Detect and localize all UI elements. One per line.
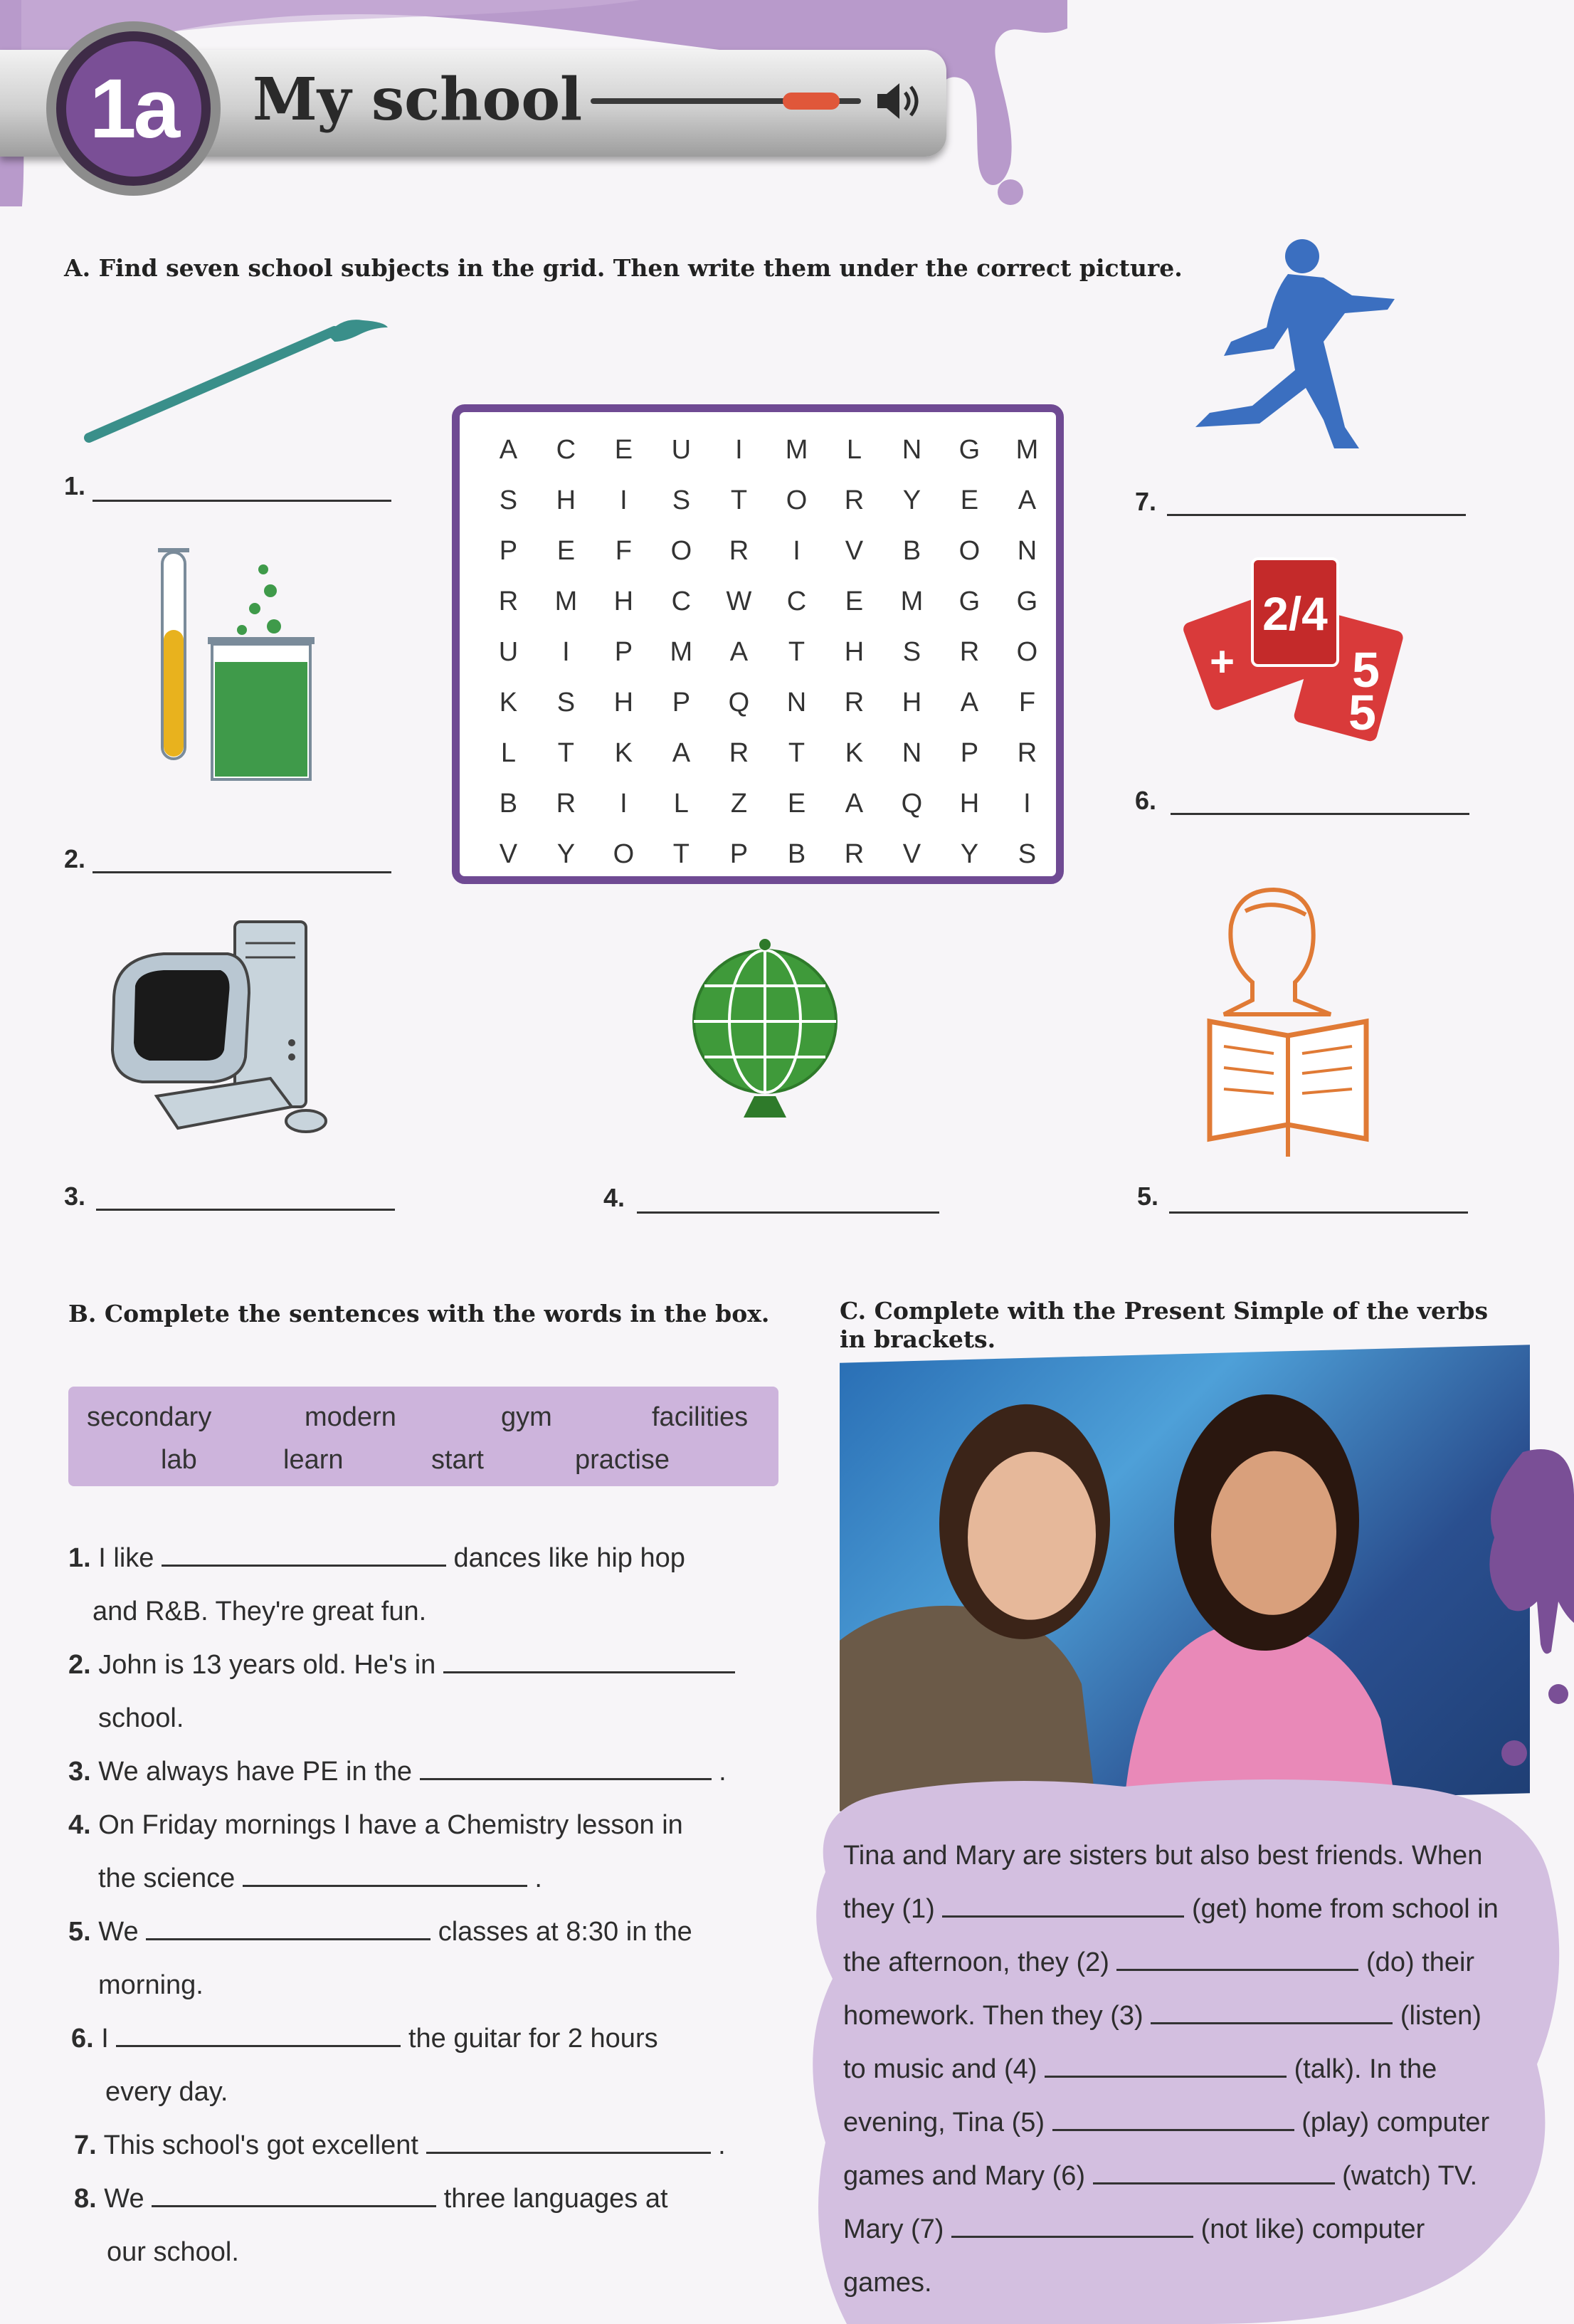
runner-icon (1181, 235, 1437, 463)
grid-row (480, 678, 1056, 728)
test-tubes-icon (142, 541, 327, 797)
grid-letter[interactable]: R (1017, 738, 1037, 768)
grid-row (480, 475, 1056, 526)
grid-letter[interactable]: I (562, 637, 570, 667)
grid-letter[interactable]: U (498, 637, 519, 667)
sentence-text: the guitar for 2 hours (408, 2024, 658, 2054)
word-start: start (431, 1445, 484, 1475)
item-2-answer-line[interactable] (93, 871, 391, 873)
grid-letter[interactable]: P (614, 637, 633, 667)
sentence-number: 4. (68, 1810, 91, 1840)
sentence-2 (68, 1639, 794, 1692)
blank-8[interactable] (152, 2184, 436, 2207)
grid-letter[interactable]: B (787, 839, 806, 869)
passage-line-6 (843, 2150, 1548, 2203)
sentence-2-cont: school. (98, 1703, 184, 1733)
sentence-number: 7. (74, 2130, 97, 2160)
grid-letter[interactable]: Q (901, 789, 923, 819)
sentences-list (68, 1532, 794, 2279)
grid-letter[interactable]: E (787, 789, 806, 819)
grid-letter[interactable]: O (1016, 637, 1038, 667)
grid-letter[interactable]: P (672, 688, 691, 717)
passage-text: (play) computer (1301, 2108, 1490, 2138)
grid-letter[interactable]: F (615, 536, 632, 566)
word-practise: practise (575, 1445, 670, 1475)
sentence-text: I (101, 2024, 109, 2054)
passage-line-3 (843, 1989, 1548, 2043)
verb-blank-4[interactable] (1045, 2054, 1287, 2078)
grid-letter[interactable]: O (786, 485, 808, 515)
grid-letter[interactable]: C (786, 587, 807, 616)
verb-blank-7[interactable] (951, 2214, 1193, 2238)
passage-line-4 (843, 2043, 1548, 2096)
sentence-4 (68, 1799, 794, 1852)
grid-letter[interactable]: P (499, 536, 518, 566)
word-facilities: facilities (652, 1402, 749, 1432)
item-1-number: 1. (64, 471, 86, 500)
grid-letter[interactable]: R (844, 839, 865, 869)
passage-text: (listen) (1400, 2001, 1481, 2031)
sentence-number: 6. (71, 2024, 94, 2054)
grid-row (480, 829, 1056, 880)
sentence-text: I like (98, 1543, 154, 1573)
grid-letter[interactable]: B (902, 536, 921, 566)
grid-letter[interactable]: T (788, 738, 806, 768)
grid-letter[interactable]: Q (728, 688, 750, 717)
sentence-number: 5. (68, 1917, 91, 1947)
sentence-text: . (719, 1757, 727, 1787)
computer-icon (107, 915, 349, 1142)
sentence-text: dances like hip hop (453, 1543, 685, 1573)
sentence-5 (68, 1905, 794, 1959)
girls-illustration (840, 1345, 1530, 1811)
grid-letter[interactable]: A (499, 435, 518, 465)
word-lab: lab (161, 1445, 197, 1475)
sentence-number: 8. (74, 2184, 97, 2214)
passage-text: evening, Tina (5) (843, 2108, 1045, 2138)
passage-text: (talk). In the (1294, 2054, 1437, 2084)
sentence-7 (68, 2119, 794, 2172)
sentence-6 (68, 2012, 794, 2066)
word-search-grid (452, 404, 1064, 884)
grid-letter[interactable]: I (620, 789, 628, 819)
sentence-text: . (718, 2130, 726, 2160)
grid-letter[interactable]: R (844, 688, 865, 717)
blank-6[interactable] (116, 2024, 401, 2047)
grid-letter[interactable]: A (729, 637, 749, 667)
passage-text: (do) their (1366, 1947, 1475, 1977)
grid-letter[interactable]: H (613, 688, 634, 717)
grid-letter[interactable]: K (614, 738, 633, 768)
passage-line-8: games. (843, 2268, 932, 2298)
verb-blank-6[interactable] (1093, 2161, 1335, 2184)
grid-table (480, 425, 1056, 880)
passage-text: (get) home from school in (1191, 1894, 1499, 1924)
word-box (68, 1387, 778, 1486)
grid-letter[interactable]: I (620, 485, 628, 515)
passage-text: homework. Then they (3) (843, 2001, 1143, 2031)
paint-dot-decoration (1501, 1740, 1527, 1766)
grid-letter[interactable]: S (499, 485, 518, 515)
sentence-3 (68, 1745, 794, 1799)
grid-letter[interactable]: O (958, 536, 981, 566)
section-c-passage (843, 1829, 1548, 2310)
word-gym: gym (501, 1402, 552, 1432)
grid-letter[interactable]: C (556, 435, 576, 465)
grid-letter[interactable]: V (902, 839, 921, 869)
audio-progress-knob[interactable] (783, 93, 840, 110)
grid-letter[interactable]: N (1017, 536, 1037, 566)
verb-blank-3[interactable] (1151, 2001, 1393, 2024)
verb-blank-2[interactable] (1116, 1947, 1358, 1971)
grid-letter[interactable]: M (670, 637, 693, 667)
grid-letter[interactable]: I (735, 435, 743, 465)
grid-letter[interactable]: N (786, 688, 807, 717)
grid-letter[interactable]: I (793, 536, 801, 566)
grid-letter[interactable]: N (902, 435, 922, 465)
grid-letter[interactable]: O (670, 536, 692, 566)
blank-1[interactable] (162, 1543, 446, 1567)
passage-text: they (1) (843, 1894, 935, 1924)
grid-letter[interactable]: N (902, 738, 922, 768)
instruction-line: C. Complete with the Present Simple of the verbs (840, 1297, 1489, 1325)
bust-and-book-icon (1181, 883, 1395, 1167)
speaker-icon[interactable] (874, 80, 924, 122)
sentence-text: On Friday mornings I have a Chemistry lesson in (98, 1810, 683, 1840)
grid-letter[interactable]: L (846, 435, 862, 465)
photo-two-girls (840, 1345, 1530, 1811)
grid-letter[interactable]: O (613, 839, 635, 869)
grid-letter[interactable]: M (1015, 435, 1039, 465)
grid-letter[interactable]: H (556, 485, 576, 515)
grid-letter[interactable]: T (557, 738, 574, 768)
grid-letter[interactable]: A (845, 789, 864, 819)
item-7-number: 7. (1135, 487, 1157, 516)
grid-letter[interactable]: H (959, 789, 980, 819)
grid-letter[interactable]: R (959, 637, 980, 667)
grid-letter[interactable]: V (845, 536, 864, 566)
sentence-8 (68, 2172, 794, 2226)
grid-letter[interactable]: V (499, 839, 518, 869)
grid-letter[interactable]: R (729, 536, 749, 566)
grid-letter[interactable]: T (672, 839, 690, 869)
grid-letter[interactable]: G (958, 587, 981, 616)
grid-letter[interactable]: T (788, 637, 806, 667)
paintbrush-icon (78, 306, 391, 448)
card-five-b: 5 (1348, 685, 1376, 740)
grid-letter[interactable]: R (844, 485, 865, 515)
sentence-number: 3. (68, 1757, 91, 1787)
grid-letter[interactable]: H (844, 637, 865, 667)
grid-letter[interactable]: M (785, 435, 808, 465)
grid-letter[interactable]: E (556, 536, 576, 566)
passage-text: the afternoon, they (2) (843, 1947, 1109, 1977)
globe-icon (680, 929, 850, 1128)
grid-letter[interactable]: T (730, 485, 748, 515)
item-3-answer-line[interactable] (96, 1209, 395, 1211)
grid-letter[interactable]: L (673, 789, 689, 819)
grid-letter[interactable]: A (672, 738, 691, 768)
instruction-line: in brackets. (840, 1325, 996, 1353)
grid-letter[interactable]: A (960, 688, 979, 717)
card-five-a: 5 (1352, 642, 1380, 698)
passage-line-7 (843, 2203, 1548, 2256)
grid-letter[interactable]: F (1018, 688, 1036, 717)
passage-text: games and Mary (6) (843, 2161, 1086, 2191)
grid-letter[interactable]: W (726, 587, 752, 616)
item-6-number: 6. (1135, 786, 1157, 815)
passage-text: to music and (4) (843, 2054, 1037, 2084)
card-plus: + (1210, 638, 1235, 685)
item-3-number: 3. (64, 1182, 86, 1211)
grid-letter[interactable]: B (499, 789, 518, 819)
grid-letter[interactable]: S (902, 637, 921, 667)
grid-letter[interactable]: S (672, 485, 691, 515)
verb-blank-5[interactable] (1052, 2108, 1294, 2131)
grid-letter[interactable]: H (902, 688, 922, 717)
sentence-5-cont: morning. (98, 1970, 204, 2000)
blank-3[interactable] (420, 1757, 712, 1780)
math-cards-icon (1181, 555, 1416, 747)
grid-letter[interactable]: S (556, 688, 576, 717)
word-secondary: secondary (87, 1402, 212, 1432)
passage-text: (watch) TV. (1342, 2161, 1478, 2191)
grid-letter[interactable]: S (1018, 839, 1037, 869)
grid-letter[interactable]: G (958, 435, 981, 465)
sentence-text: the science (98, 1863, 236, 1893)
grid-letter[interactable]: M (900, 587, 924, 616)
unit-badge (46, 21, 221, 196)
passage-line-0: Tina and Mary are sisters but also best friends. When (843, 1841, 1483, 1871)
sentence-4-cont (68, 1852, 794, 1905)
sentence-6-cont: every day. (105, 2077, 228, 2107)
page-title: My school (253, 65, 583, 134)
sentence-number: 2. (68, 1650, 91, 1680)
grid-letter[interactable]: A (1018, 485, 1037, 515)
word-learn: learn (283, 1445, 344, 1475)
blank-7[interactable] (426, 2130, 711, 2154)
grid-letter[interactable]: R (498, 587, 519, 616)
passage-line-1 (843, 1883, 1548, 1936)
grid-letter[interactable]: Y (902, 485, 921, 515)
grid-row (480, 425, 1056, 475)
grid-letter[interactable]: P (729, 839, 749, 869)
item-5-number: 5. (1137, 1182, 1159, 1211)
sentence-text: three languages at (443, 2184, 668, 2214)
unit-number: 1a (66, 41, 201, 177)
item-2-number: 2. (64, 844, 86, 873)
passage-text: (not like) computer (1200, 2214, 1425, 2244)
grid-letter[interactable]: C (671, 587, 692, 616)
item-4-answer-line[interactable] (637, 1211, 939, 1214)
section-a-instruction: A. Find seven school subjects in the grid. Then write them under the correct picture. (64, 254, 1183, 282)
passage-line-5 (843, 2096, 1548, 2150)
sentence-8-cont: our school. (107, 2237, 239, 2267)
grid-row (480, 779, 1056, 829)
item-4-number: 4. (603, 1183, 625, 1212)
item-7-answer-line[interactable] (1167, 514, 1466, 516)
grid-row (480, 526, 1056, 577)
verb-blank-1[interactable] (942, 1894, 1184, 1918)
blank-4[interactable] (243, 1863, 527, 1887)
sentence-text: John is 13 years old. He's in (98, 1650, 436, 1680)
grid-letter[interactable]: R (729, 738, 749, 768)
sentence-1-cont: and R&B. They're great fun. (93, 1597, 427, 1626)
grid-letter[interactable]: I (1023, 789, 1031, 819)
grid-letter[interactable]: P (960, 738, 979, 768)
grid-letter[interactable]: E (960, 485, 979, 515)
grid-letter[interactable]: Z (730, 789, 748, 819)
item-6-answer-line[interactable] (1171, 813, 1469, 815)
grid-letter[interactable]: E (845, 587, 864, 616)
section-c-instruction (840, 1297, 1488, 1354)
grid-letter[interactable]: R (556, 789, 576, 819)
sentence-number: 1. (68, 1543, 91, 1573)
blank-5[interactable] (146, 1917, 431, 1940)
grid-letter[interactable]: Y (960, 839, 979, 869)
sentence-text: This school's got excellent (103, 2130, 418, 2160)
grid-letter[interactable]: H (613, 587, 634, 616)
grid-row (480, 728, 1056, 779)
sentence-1 (68, 1532, 794, 1585)
sentence-text: classes at 8:30 in the (438, 1917, 692, 1947)
blank-2[interactable] (443, 1650, 735, 1673)
grid-row (480, 577, 1056, 627)
grid-letter[interactable]: K (845, 738, 864, 768)
sentence-text: . (534, 1863, 542, 1893)
grid-letter[interactable]: K (499, 688, 518, 717)
grid-row (480, 627, 1056, 678)
sentence-text: We (98, 1917, 139, 1947)
item-1-answer-line[interactable] (93, 500, 391, 502)
passage-line-2 (843, 1936, 1548, 1989)
grid-letter[interactable]: E (614, 435, 633, 465)
sentence-text: We (104, 2184, 144, 2214)
passage-text: Mary (7) (843, 2214, 944, 2244)
grid-letter[interactable]: G (1016, 587, 1038, 616)
word-modern: modern (305, 1402, 396, 1432)
grid-letter[interactable]: Y (556, 839, 576, 869)
section-b-instruction: B. Complete the sentences with the words in the box. (68, 1300, 770, 1327)
grid-letter[interactable]: M (554, 587, 578, 616)
sentence-text: We always have PE in the (98, 1757, 413, 1787)
item-5-answer-line[interactable] (1169, 1211, 1468, 1214)
paint-drip-decoration (1480, 1438, 1574, 1737)
card-fraction: 2/4 (1262, 587, 1328, 640)
grid-letter[interactable]: L (500, 738, 517, 768)
grid-letter[interactable]: U (671, 435, 692, 465)
